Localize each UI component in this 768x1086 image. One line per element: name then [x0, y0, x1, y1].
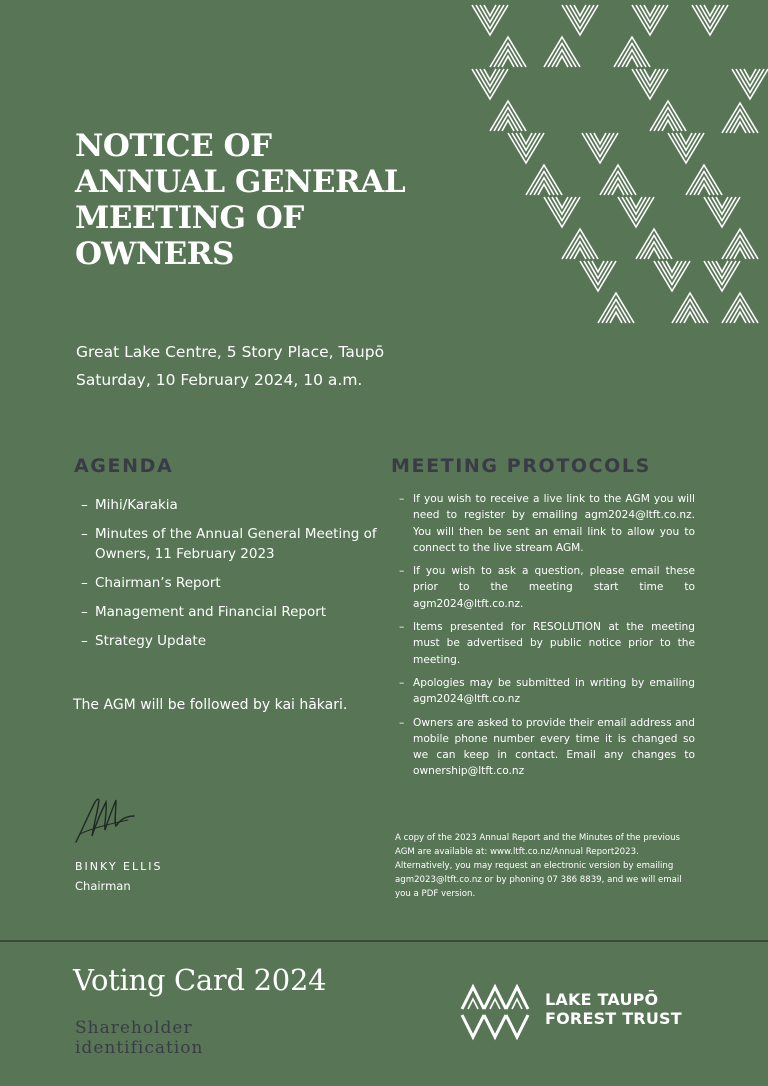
title-line: ANNUAL GENERAL — [75, 164, 406, 200]
triangle-pattern-icon — [450, 0, 768, 340]
agenda-item: – Mihi/Karakia — [81, 495, 391, 515]
pattern-chevron — [490, 101, 526, 131]
protocol-item: – Apologies may be submitted in writing by emailing agm2024@ltft.co.nz — [399, 675, 695, 708]
agenda-list — [81, 495, 391, 660]
voting-card-title: Voting Card 2024 — [73, 963, 327, 997]
pattern-chevron — [490, 37, 526, 67]
voting-subtitle-line: Shareholder — [75, 1018, 193, 1038]
pattern-chevron — [732, 69, 768, 99]
meeting-venue: Great Lake Centre, 5 Story Place, Taupō — [76, 343, 385, 361]
meeting-datetime: Saturday, 10 February 2024, 10 a.m. — [76, 371, 363, 389]
pattern-chevron — [582, 133, 618, 163]
pattern-chevron — [562, 229, 598, 259]
trust-logo-icon — [460, 981, 530, 1041]
signature-icon — [72, 790, 142, 848]
pattern-chevron — [650, 101, 686, 131]
pattern-chevron — [618, 197, 654, 227]
agenda-item: – Management and Financial Report — [81, 602, 391, 622]
pattern-chevron — [508, 133, 544, 163]
trust-logo-text — [545, 990, 682, 1028]
section-divider — [0, 940, 768, 942]
protocol-item: – Owners are asked to provide their email address and mobile phone number every time it is changed so we can keep in contact. Email any changes to ownership@ltft.co.nz — [399, 715, 695, 780]
voting-card-subtitle — [75, 1018, 315, 1058]
pattern-chevron — [472, 5, 508, 35]
protocol-item: – Items presented for RESOLUTION at the meeting must be advertised by public notice prior to the meeting. — [399, 619, 695, 668]
pattern-chevron — [562, 5, 598, 35]
kai-hakari-note: The AGM will be followed by kai hākari. — [73, 697, 348, 713]
title-line: OWNERS — [75, 236, 234, 272]
protocols-list — [399, 491, 695, 787]
pattern-chevron — [668, 133, 704, 163]
pattern-chevron — [526, 165, 562, 195]
agenda-item: – Chairman’s Report — [81, 573, 391, 593]
pattern-chevron — [544, 37, 580, 67]
notice-title — [75, 128, 455, 272]
title-line: MEETING OF — [75, 200, 304, 236]
agenda-heading: AGENDA — [74, 455, 174, 477]
annual-report-note: A copy of the 2023 Annual Report and the Minutes of the previous AGM are available at: www.ltft.co.nz/Annual Report2023. Alternatively, you may request an electronic version by emailing agm2023@ltft.co.nz or by phoning 07 386 8839, and we will email you a PDF version. — [395, 833, 682, 899]
pattern-chevron — [654, 261, 690, 291]
pattern-chevron — [722, 229, 758, 259]
pattern-chevron — [704, 261, 740, 291]
meeting-details — [76, 338, 496, 394]
pattern-chevron — [722, 103, 758, 133]
agenda-item: – Strategy Update — [81, 631, 391, 651]
pattern-chevron — [598, 293, 634, 323]
logo-line: FOREST TRUST — [545, 1009, 682, 1028]
pattern-chevron — [600, 165, 636, 195]
pattern-chevron — [472, 69, 508, 99]
pattern-chevron — [544, 197, 580, 227]
pattern-chevron — [632, 69, 668, 99]
pattern-chevron — [672, 293, 708, 323]
protocols-heading: MEETING PROTOCOLS — [391, 455, 651, 477]
title-line: NOTICE OF — [75, 128, 272, 164]
pattern-chevron — [686, 165, 722, 195]
protocol-item: – If you wish to ask a question, please email these prior to the meeting start time to agm2024@ltft.co.nz. — [399, 563, 695, 612]
pattern-chevron — [614, 37, 650, 67]
protocol-item: – If you wish to receive a live link to the AGM you will need to register by emailing agm2024@ltft.co.nz. You will then be sent an email link to allow you to connect to the live stream AGM. — [399, 491, 695, 556]
pattern-chevron — [636, 229, 672, 259]
voting-subtitle-line: identification — [75, 1038, 204, 1058]
agenda-item: – Minutes of the Annual General Meeting of Owners, 11 February 2023 — [81, 524, 391, 564]
signatory-name: BINKY ELLIS — [75, 860, 163, 873]
logo-line: LAKE TAUPŌ — [545, 990, 659, 1009]
pattern-chevron — [722, 293, 758, 323]
pattern-chevron — [632, 5, 668, 35]
pattern-chevron — [692, 5, 728, 35]
signatory-role: Chairman — [75, 879, 131, 893]
pattern-chevron — [580, 261, 616, 291]
pattern-chevron — [704, 197, 740, 227]
